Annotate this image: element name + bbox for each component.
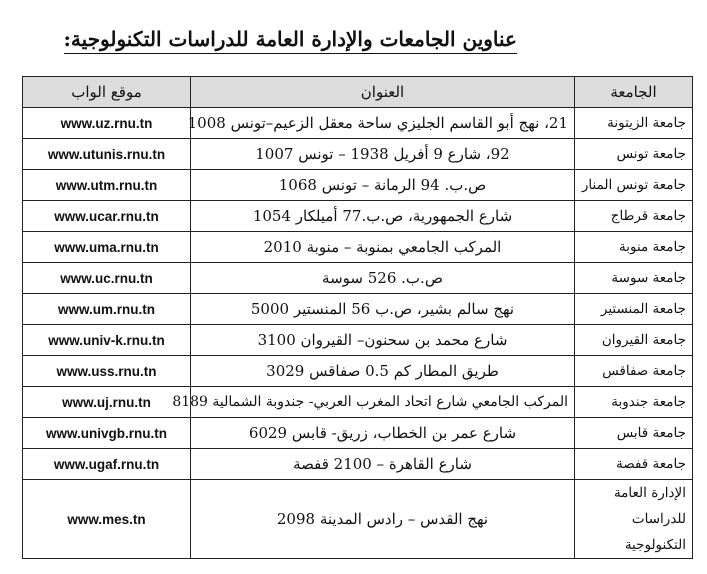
- table-row: [23, 294, 693, 325]
- website-cell[interactable]: www.univgb.rnu.tn: [23, 418, 191, 449]
- table-row: [23, 201, 693, 232]
- table-row: [23, 387, 693, 418]
- university-cell: جامعة منوبة: [575, 232, 693, 263]
- address-cell: شارع القاهرة – 2100 قفصة: [191, 449, 575, 480]
- address-cell: 92، شارع 9 أفريل 1938 – تونس 1007: [191, 139, 575, 170]
- university-cell: جامعة جندوبة: [575, 387, 693, 418]
- table-row: [23, 139, 693, 170]
- university-cell: جامعة تونس المنار: [575, 170, 693, 201]
- university-cell: جامعة القيروان: [575, 325, 693, 356]
- table-row: [23, 356, 693, 387]
- universities-address-table: [22, 76, 693, 559]
- header-address: العنوان: [191, 77, 575, 108]
- table-row: [23, 232, 693, 263]
- university-cell: جامعة الزيتونة: [575, 108, 693, 139]
- table-header-row: [23, 77, 693, 108]
- university-cell: الإدارة العامة للدراسات التكنولوجية: [575, 480, 693, 559]
- website-cell[interactable]: www.univ-k.rnu.tn: [23, 325, 191, 356]
- table-row: [23, 418, 693, 449]
- university-cell: جامعة المنستير: [575, 294, 693, 325]
- table-row: [23, 263, 693, 294]
- website-cell[interactable]: www.ugaf.rnu.tn: [23, 449, 191, 480]
- website-cell[interactable]: www.ucar.rnu.tn: [23, 201, 191, 232]
- header-university: الجامعة: [575, 77, 693, 108]
- address-cell: شارع الجمهورية، ص.ب.77 أميلكار 1054: [191, 201, 575, 232]
- address-cell: ص.ب. 526 سوسة: [191, 263, 575, 294]
- website-cell[interactable]: www.mes.tn: [23, 480, 191, 559]
- university-cell: جامعة صفاقس: [575, 356, 693, 387]
- address-cell: 21، نهج أبو القاسم الجليزي ساحة معقل الزعيم–تونس 1008: [191, 108, 575, 139]
- university-cell: جامعة قابس: [575, 418, 693, 449]
- address-cell: المركب الجامعي بمنوبة – منوبة 2010: [191, 232, 575, 263]
- university-cell: جامعة قرطاج: [575, 201, 693, 232]
- university-cell: جامعة سوسة: [575, 263, 693, 294]
- website-cell[interactable]: www.uss.rnu.tn: [23, 356, 191, 387]
- address-cell: شارع محمد بن سحنون– القيروان 3100: [191, 325, 575, 356]
- page-title: عناوين الجامعات والإدارة العامة للدراسات التكنولوجية:: [64, 26, 517, 54]
- university-cell: جامعة قفصة: [575, 449, 693, 480]
- table-row: [23, 325, 693, 356]
- table-row: [23, 449, 693, 480]
- address-cell: نهج القدس – رادس المدينة 2098: [191, 480, 575, 559]
- website-cell[interactable]: www.uz.rnu.tn: [23, 108, 191, 139]
- website-cell[interactable]: www.uc.rnu.tn: [23, 263, 191, 294]
- table-row: [23, 108, 693, 139]
- website-cell[interactable]: www.utm.rnu.tn: [23, 170, 191, 201]
- header-website: موقع الواب: [23, 77, 191, 108]
- university-cell: جامعة تونس: [575, 139, 693, 170]
- address-cell: المركب الجامعي شارع اتحاد المغرب العربي- جندوبة الشمالية 8189: [191, 387, 575, 418]
- website-cell[interactable]: www.uj.rnu.tn: [23, 387, 191, 418]
- website-cell[interactable]: www.uma.rnu.tn: [23, 232, 191, 263]
- address-cell: طريق المطار كم 0.5 صفاقس 3029: [191, 356, 575, 387]
- address-cell: ص.ب. 94 الرمانة – تونس 1068: [191, 170, 575, 201]
- website-cell[interactable]: www.utunis.rnu.tn: [23, 139, 191, 170]
- address-cell: شارع عمر بن الخطاب، زريق- قابس 6029: [191, 418, 575, 449]
- address-cell: نهج سالم بشير، ص.ب 56 المنستير 5000: [191, 294, 575, 325]
- website-cell[interactable]: www.um.rnu.tn: [23, 294, 191, 325]
- table-row: [23, 170, 693, 201]
- table-row: [23, 480, 693, 559]
